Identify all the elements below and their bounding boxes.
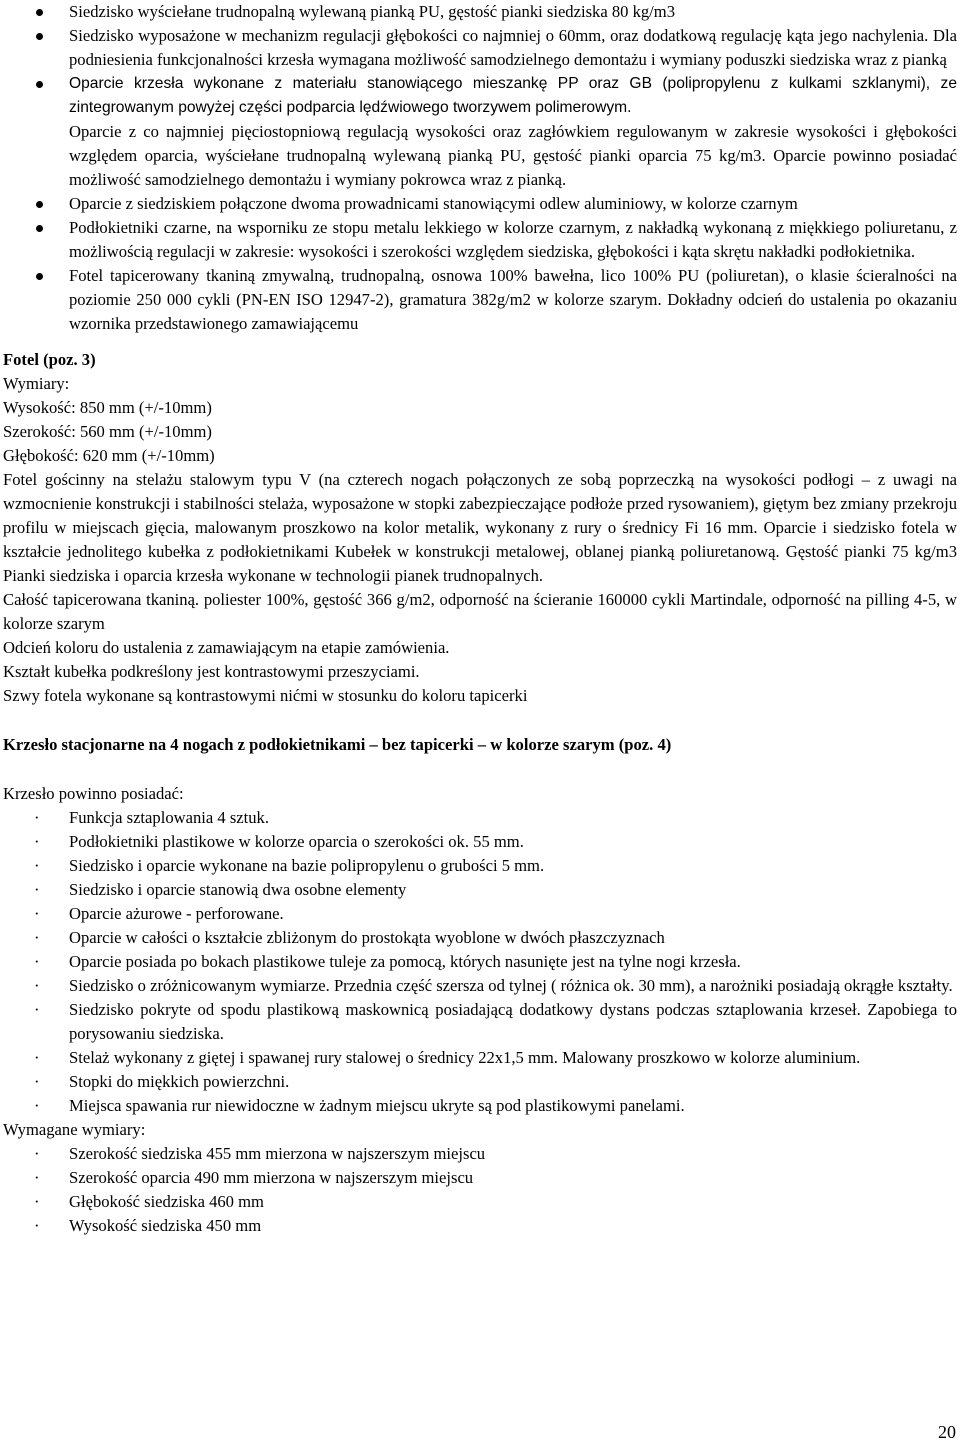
list-item <box>3 926 957 950</box>
list-item <box>3 1094 957 1118</box>
list-item-continuation <box>3 120 957 192</box>
section-heading-fotel: Fotel (poz. 3) <box>3 350 96 369</box>
list-item <box>3 264 957 336</box>
page-number: 20 <box>938 1422 956 1442</box>
item-text: Siedzisko i oparcie stanowią dwa osobne elementy <box>69 880 407 899</box>
item-text: Stopki do miękkich powierzchni. <box>69 1072 290 1091</box>
krzeslo-features-list <box>3 806 957 1118</box>
bullet-text: Fotel tapicerowany tkaniną zmywalną, trudnopalną, osnowa 100% bawełna, lico 100% PU (poliuretan), o klasie ścieralności na poziomie 250 000 cykli (PN-EN ISO 12947-2), gramatura 382g/m2 w kolorze szarym. Dokładny odcień do ustalenia po okazaniu wzornika przedstawionego zamawiającemu <box>69 266 957 333</box>
bullet-text: Oparcie z siedziskiem połączone dwoma prowadnicami stanowiącymi odlew aluminiowy, w kolorze czarnym <box>69 194 798 213</box>
item-text: Oparcie w całości o kształcie zbliżonym do prostokąta wyoblone w dwóch płaszczyznach <box>69 928 665 947</box>
bullet-icon: · <box>34 1048 40 1067</box>
dimension-depth: Głębokość: 620 mm (+/-10mm) <box>3 446 215 465</box>
list-item <box>3 806 957 830</box>
bullet-icon: · <box>34 1000 40 1019</box>
list-item <box>3 216 957 264</box>
bullet-icon: · <box>34 1192 40 1211</box>
list-item <box>3 854 957 878</box>
bullet-icon: · <box>34 1216 40 1235</box>
item-text: Wysokość siedziska 450 mm <box>69 1216 262 1235</box>
item-text: Siedzisko i oparcie wykonane na bazie polipropylenu o grubości 5 mm. <box>69 856 545 875</box>
bullet-text: Oparcie krzesła wykonane z materiału stanowiącego mieszankę PP oraz GB (polipropylenu z kulkami szklanymi), ze zintegrowanym powyżej części podparcia lędźwiowego tworzywem polimerowym. <box>69 75 957 116</box>
item-text: Miejsca spawania rur niewidoczne w żadnym miejscu ukryte są pod plastikowymi panelami. <box>69 1096 685 1115</box>
fotel-color-note: Odcień koloru do ustalenia z zamawiającym na etapie zamówienia. <box>3 638 450 657</box>
list-item <box>3 950 957 974</box>
document-page <box>3 0 957 1238</box>
list-item <box>3 1166 957 1190</box>
bullet-icon: · <box>34 904 40 923</box>
list-item <box>3 1214 957 1238</box>
bullet-icon: · <box>34 976 40 995</box>
fotel-seams-note: Szwy fotela wykonane są kontrastowymi nićmi w stosunku do koloru tapicerki <box>3 686 528 705</box>
bullet-icon: · <box>34 1072 40 1091</box>
fotel-shape-note: Kształt kubełka podkreślony jest kontrastowymi przeszyciami. <box>3 662 420 681</box>
item-text: Szerokość siedziska 455 mm mierzona w najszerszym miejscu <box>69 1144 486 1163</box>
list-item <box>3 902 957 926</box>
list-item <box>3 72 957 120</box>
bullet-icon: · <box>34 1144 40 1163</box>
list-item <box>3 24 957 72</box>
bullet-icon <box>36 33 43 40</box>
dimensions-label: Wymiary: <box>3 374 70 393</box>
list-item <box>3 1070 957 1094</box>
bullet-icon: · <box>34 832 40 851</box>
bullet-icon <box>36 81 43 88</box>
list-item <box>3 878 957 902</box>
item-text: Oparcie ażurowe - perforowane. <box>69 904 284 923</box>
item-text: Oparcie posiada po bokach plastikowe tuleje za pomocą, których nasunięte jest na tylne nogi krzesła. <box>69 952 741 971</box>
item-text: Funkcja sztaplowania 4 sztuk. <box>69 808 270 827</box>
item-text: Stelaż wykonany z giętej i spawanej rury stalowej o średnicy 22x1,5 mm. Malowany proszkowo w kolorze aluminium. <box>69 1048 861 1067</box>
dimension-width: Szerokość: 560 mm (+/-10mm) <box>3 422 212 441</box>
bullet-icon: · <box>34 808 40 827</box>
item-text: Głębokość siedziska 460 mm <box>69 1192 264 1211</box>
required-dimensions-list <box>3 1142 957 1238</box>
bullet-icon <box>36 273 43 280</box>
bullet-icon: · <box>34 880 40 899</box>
list-item <box>3 998 957 1046</box>
bullet-icon <box>36 201 43 208</box>
bullet-text: Podłokietniki czarne, na wsporniku ze stopu metalu lekkiego w kolorze czarnym, z nakładką wykonaną z miękkiego poliuretanu, z możliwością regulacji w zakresie: wysokości i szerokości względem siedziska, głębokości i kąta skrętu nakładki podłokietnika. <box>69 218 957 261</box>
item-text: Siedzisko pokryte od spodu plastikową maskownicą posiadającą dodatkowy dystans podczas sztaplowania krzeseł. Zapobiega to porysowaniu siedziska. <box>69 1000 957 1043</box>
list-item <box>3 830 957 854</box>
item-text: Siedzisko o zróżnicowanym wymiarze. Przednia część szersza od tylnej ( różnica ok. 30 mm), a narożniki posiadają okrągłe kształty. <box>69 976 953 995</box>
requirements-intro: Krzesło powinno posiadać: <box>3 784 184 803</box>
bullet-icon: · <box>34 1096 40 1115</box>
bullet-icon <box>36 9 43 16</box>
list-item <box>3 1190 957 1214</box>
list-item <box>3 192 957 216</box>
bullet-icon <box>36 225 43 232</box>
bullet-icon: · <box>34 928 40 947</box>
item-text: Podłokietniki plastikowe w kolorze oparcia o szerokości ok. 55 mm. <box>69 832 524 851</box>
bullet-text: Oparcie z co najmniej pięciostopniową regulacją wysokości oraz zagłówkiem regulowanym w zakresie wysokości i głębokości względem oparcia, wyściełane trudnopalną wylewaną pianką PU, gęstość pianki oparcia 75 kg/m3. Oparcie powinno posiadać możliwość samodzielnego demontażu i wymiany pokrowca wraz z pianką. <box>69 122 957 189</box>
bullet-text: Siedzisko wyściełane trudnopalną wylewaną pianką PU, gęstość pianki siedziska 80 kg/m3 <box>69 2 675 21</box>
dimension-height: Wysokość: 850 mm (+/-10mm) <box>3 398 212 417</box>
required-dimensions-label: Wymagane wymiary: <box>3 1120 146 1139</box>
bullet-icon: · <box>34 1168 40 1187</box>
bullet-icon: · <box>34 856 40 875</box>
list-item <box>3 1142 957 1166</box>
fotel-upholstery: Całość tapicerowana tkaniną. poliester 100%, gęstość 366 g/m2, odporność na ścieranie 160000 cykli Martindale, odporność na pilling 4-5, w kolorze szarym <box>3 590 957 633</box>
bullet-icon: · <box>34 952 40 971</box>
list-item <box>3 974 957 998</box>
item-text: Szerokość oparcia 490 mm mierzona w najszerszym miejscu <box>69 1168 474 1187</box>
list-item <box>3 0 957 24</box>
chair-spec-bullet-list <box>3 0 957 336</box>
section-heading-krzeslo: Krzesło stacjonarne na 4 nogach z podłokietnikami – bez tapicerki – w kolorze szarym (poz. 4) <box>3 735 672 754</box>
bullet-text: Siedzisko wyposażone w mechanizm regulacji głębokości co najmniej o 60mm, oraz dodatkową regulację kąta jego nachylenia. Dla podniesienia funkcjonalności krzesła wymagana możliwość samodzielnego demontażu i wymiany poduszki siedziska wraz z pianką <box>69 26 957 69</box>
fotel-description: Fotel gościnny na stelażu stalowym typu V (na czterech nogach połączonych ze sobą poprzeczką na wysokości podłogi – z uwagi na wzmocnienie konstrukcji i stabilności stelaża, wyposażone w stopki zabezpieczające podłoże przed rysowaniem), giętym bez zmiany przekroju profilu w miejscach gięcia, malowanym proszkowo na kolor metalik, wykonany z rury o średnicy Fi 16 mm. Oparcie i siedzisko fotela w kształcie jednolitego kubełka z podłokietnikami Kubełek w konstrukcji metalowej, oblanej pianką poliuretanową. Gęstość pianki 75 kg/m3 Pianki siedziska i oparcia krzesła wykonane w technologii pianek trudnopalnych. <box>3 470 957 585</box>
list-item <box>3 1046 957 1070</box>
